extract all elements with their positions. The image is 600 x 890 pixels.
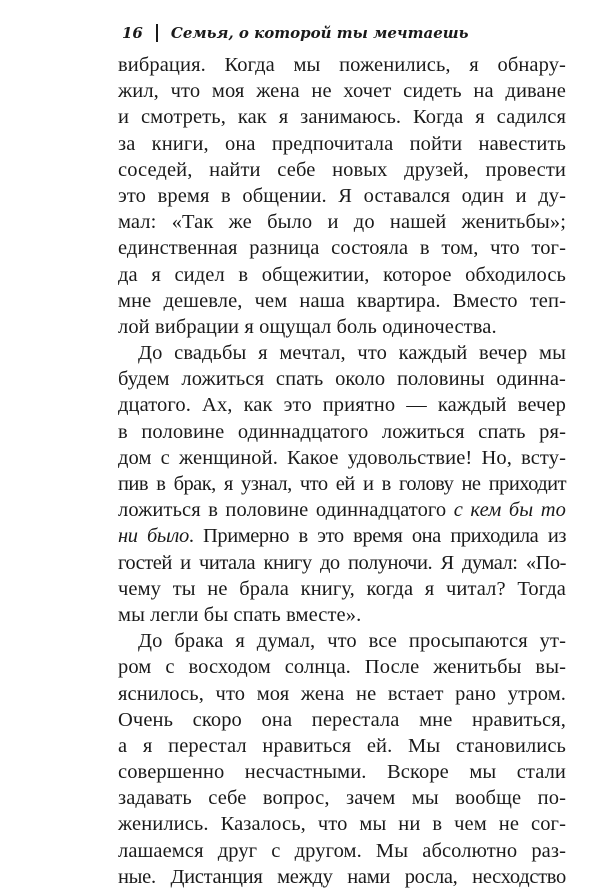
- text-line: в половине одиннадцатого ложиться спать ря-: [118, 420, 566, 443]
- text-run: . Примерно в это время она приходила из: [188, 525, 567, 548]
- text-line: До брака я думал, что все просыпаются ут-: [138, 630, 566, 653]
- text-line: женились. Казалось, что мы ни в чем не сог-: [118, 813, 566, 836]
- text-line: [118, 497, 566, 523]
- header-separator: [156, 24, 158, 42]
- running-title: Семья, о которой ты мечтаешь: [170, 24, 469, 42]
- text-line: [118, 523, 566, 549]
- text-line: лашаемся друг с другом. Мы абсолютно раз-: [118, 839, 566, 862]
- text-line: мне дешевле, чем наша квартира. Вместо теп-: [118, 289, 566, 312]
- text-line: а я перестал нравиться ей. Мы становились: [118, 734, 566, 757]
- italic-run: ни было: [118, 525, 189, 548]
- text-line: дом с женщиной. Какое удовольствие! Но, всту-: [118, 446, 566, 469]
- text-line: дцатого. Ах, как это приятно — каждый вечер: [118, 394, 566, 417]
- text-line: яснилось, что моя жена не встает рано утром.: [118, 682, 566, 705]
- paragraph: [118, 52, 566, 340]
- text-line: ные. Дистанция между нами росла, несходство: [118, 865, 566, 888]
- text-line: за книги, она предпочитала пойти навестить: [118, 132, 566, 155]
- text-line: лой вибрации я ощущал боль одиночества.: [118, 315, 497, 338]
- text-line: это время в общении. Я оставался один и ду-: [118, 184, 566, 207]
- text-line: ром с восходом солнца. После женитьбы вы-: [118, 656, 566, 679]
- text-line: гостей и читала книгу до полуночи. Я думал: «По-: [118, 551, 566, 574]
- text-line: мы легли бы спать вместе».: [118, 603, 362, 626]
- running-header: [122, 22, 562, 44]
- text-line: мал: «Так же было и до нашей женитьбы»;: [118, 211, 566, 234]
- text-line: соседей, найти себе новых друзей, провести: [118, 158, 566, 181]
- text-line: вибрация. Когда мы поженились, я обнару-: [118, 54, 566, 76]
- text-line: будем ложиться спать около половины одинна-: [118, 368, 566, 391]
- text-line: и смотреть, как я занимаюсь. Когда я садился: [118, 106, 566, 129]
- italic-run: с кем бы то: [453, 499, 566, 522]
- text-line: Очень скоро она перестала мне нравиться,: [118, 708, 566, 731]
- text-line: жил, что моя жена не хочет сидеть на диване: [118, 80, 566, 103]
- text-line: чему ты не брала книгу, когда я читал? Тогда: [118, 577, 566, 600]
- paragraph: [118, 628, 566, 890]
- text-run: ложиться в половине одиннадцатого: [118, 499, 447, 522]
- paragraph: [118, 340, 566, 628]
- text-line: До свадьбы я мечтал, что каждый вечер мы: [138, 342, 566, 365]
- text-line: единственная разница состояла в том, что тог-: [118, 237, 566, 260]
- text-line: совершенно несчастными. Вскоре мы стали: [118, 761, 566, 784]
- text-line: пив в брак, я узнал, что ей и в голову не приходит: [118, 473, 566, 495]
- text-line: да я сидел в общежитии, которое обходилось: [118, 263, 566, 286]
- page-number: 16: [122, 24, 143, 42]
- text-line: задавать себе вопрос, зачем мы вообще по-: [118, 787, 566, 810]
- body-text: [118, 52, 566, 890]
